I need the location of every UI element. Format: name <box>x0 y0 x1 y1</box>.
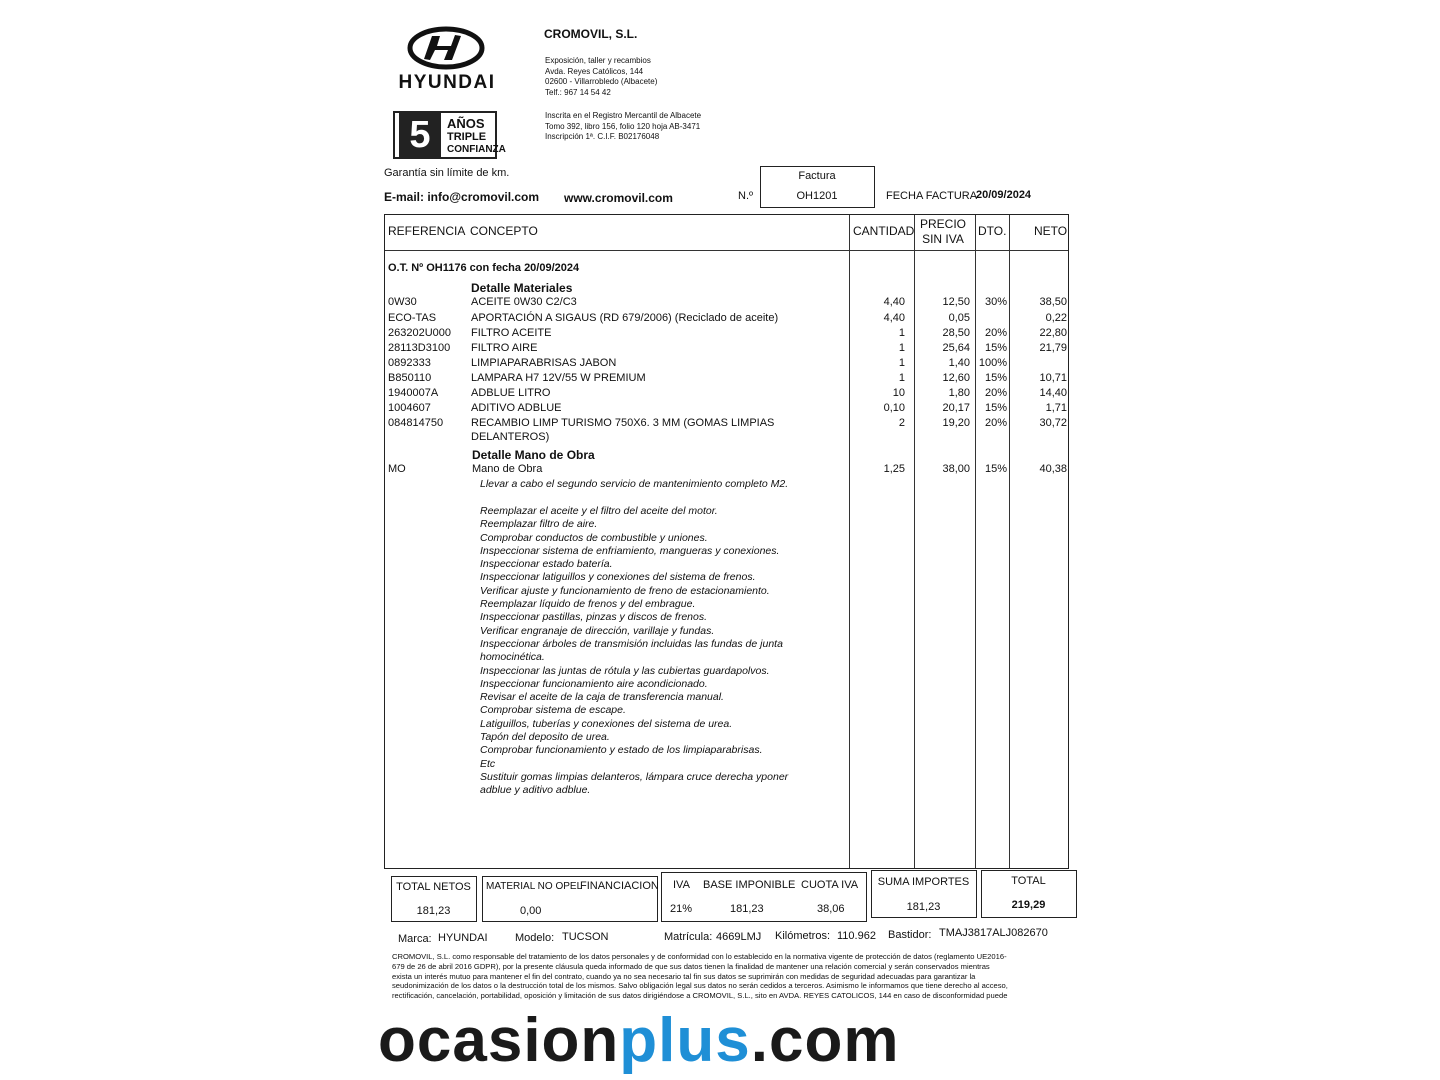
address-line: 02600 - Villarrobledo (Albacete) <box>545 77 658 86</box>
header-precio-line1: PRECIO <box>919 217 966 231</box>
cell-price: 38,00 <box>942 463 970 475</box>
cell-ref: 263202U000 <box>388 327 452 339</box>
cell-ref: 1004607 <box>388 402 431 414</box>
description-line: Sustituir gomas limpias delanteros, lámpara cruce derecha yponer <box>480 770 789 783</box>
cell-dto: 15% <box>984 342 1007 354</box>
logo-part-ocasion: ocasion <box>378 1006 620 1075</box>
table-row <box>0 386 1440 401</box>
cell-price: 19,20 <box>942 417 970 429</box>
cell-price: 20,17 <box>942 402 970 414</box>
cell-dto: 20% <box>984 327 1007 339</box>
cell-dto: 20% <box>984 387 1007 399</box>
description-line: Comprobar funcionamiento y estado de los limpiaparabrisas. <box>480 744 763 757</box>
cell-concept: FILTRO ACEITE <box>471 327 552 339</box>
description-line: Inspeccionar sistema de enfriamiento, mangueras y conexiones. <box>480 544 780 557</box>
cell-concept: Mano de Obra <box>472 463 543 475</box>
badge-number: 5 <box>399 113 441 157</box>
cell-price: 12,60 <box>942 372 970 384</box>
bastidor-label: Bastidor: <box>888 929 932 941</box>
cell-concept: ACEITE 0W30 C2/C3 <box>471 296 577 308</box>
cell-ref: ECO-TAS <box>388 312 437 324</box>
badge-line3: CONFIANZA <box>447 144 506 155</box>
registry-line: Inscripción 1ª. C.I.F. B02176048 <box>545 132 660 141</box>
total-value: 219,29 <box>1011 899 1046 911</box>
cell-dto: 30% <box>984 296 1007 308</box>
cell-qty: 2 <box>898 417 905 429</box>
cell-price: 0,05 <box>948 312 970 324</box>
total-netos-label: TOTAL NETOS <box>396 881 471 893</box>
base-label: BASE IMPONIBLE <box>703 879 796 891</box>
bastidor-value: TMAJ3817ALJ082670 <box>939 927 1048 939</box>
legal-line: 679 de 26 de abril 2016 GDPR), por la presente cláusula queda informado de que sus datos tienen la finalidad de mantener una relación comercial y serán conservados mientras <box>392 961 990 971</box>
cell-neto: 21,79 <box>1039 342 1067 354</box>
cell-price: 1,80 <box>948 387 970 399</box>
hyundai-emblem-icon <box>388 26 504 72</box>
header-cantidad: CANTIDAD <box>853 224 915 238</box>
km-label: Kilómetros: <box>775 930 831 942</box>
company-web: www.cromovil.com <box>564 191 673 205</box>
legal-line: CROMOVIL, S.L. como responsable del tratamiento de los datos personales y de conformidad con lo establecido en la normativa vigente de protección de datos (reglamento UE2016- <box>392 952 1007 961</box>
matricula-label: Matrícula: <box>664 931 713 943</box>
cell-neto: 14,40 <box>1039 387 1067 399</box>
invoice-date-label: FECHA FACTURA <box>886 190 978 202</box>
vehicle-info <box>0 927 1440 946</box>
cell-concept: APORTACIÓN A SIGAUS (RD 679/2006) (Reciclado de aceite) <box>471 312 779 324</box>
address-line: Avda. Reyes Católicos, 144 <box>545 66 644 76</box>
legal-notice <box>392 952 1008 1001</box>
table-row <box>0 295 1440 310</box>
cell-price: 28,50 <box>942 327 970 339</box>
badge-line2: TRIPLE <box>447 131 487 143</box>
total-netos-value: 181,23 <box>416 905 451 917</box>
iva-box <box>661 872 867 922</box>
legal-line: exista un interés mutuo para mantener el fin del contrato, cuando ya no sea necesario tal fin sus datos se suprimirán con medidas de seguridad adecuadas para garantizar la <box>392 971 976 981</box>
total-box <box>981 870 1077 918</box>
description-line: Inspeccionar pastillas, pinzas y discos de frenos. <box>480 611 708 624</box>
invoice-number-box <box>760 166 875 208</box>
material-label: MATERIAL NO OPEL <box>486 881 583 892</box>
invoice-date: 20/09/2024 <box>976 189 1032 201</box>
description-line: Inspeccionar latiguillos y conexiones del sistema de frenos. <box>480 571 756 584</box>
labor-description <box>480 505 788 798</box>
table-row <box>0 401 1440 416</box>
legal-line: rectificación, cancelación, portabilidad, oposición y limitación de sus datos dirigiéndose a CROMOVIL, S.L., sito en AVDA. REYES CATOLICOS, 144 en caso de disconformidad puede <box>392 991 1008 1001</box>
company-address <box>545 56 657 98</box>
table-row <box>0 341 1440 356</box>
marca-value: HYUNDAI <box>438 932 488 944</box>
description-line: adblue y aditivo adblue. <box>480 784 591 797</box>
cell-concept: FILTRO AIRE <box>471 342 538 354</box>
materials-title: Detalle Materiales <box>471 281 573 295</box>
total-label: TOTAL <box>1011 875 1046 887</box>
cell-qty: 1 <box>898 342 905 354</box>
cell-qty: 4,40 <box>883 296 905 308</box>
brand-name: HYUNDAI <box>398 72 496 93</box>
labor-intro <box>480 478 788 491</box>
description-line: Inspeccionar árboles de transmisión incluidas las fundas de junta <box>480 637 783 650</box>
iva-value: 21% <box>670 903 693 915</box>
total-netos-box <box>391 876 477 922</box>
hyundai-logo <box>388 26 504 96</box>
description-line: homocinética. <box>480 651 545 664</box>
table-row <box>0 311 1440 326</box>
header-precio <box>915 217 971 247</box>
address-line: Exposición, taller y recambios <box>545 56 651 65</box>
cell-dto: 15% <box>984 402 1007 414</box>
cell-neto: 40,38 <box>1039 463 1067 475</box>
work-order-line: O.T. Nº OH1176 con fecha 20/09/2024 <box>388 262 580 274</box>
description-line: Etc <box>480 757 496 770</box>
cell-ref: MO <box>388 463 406 475</box>
cell-dto: 15% <box>984 463 1007 475</box>
cell-neto: 30,72 <box>1039 417 1067 429</box>
company-registry <box>545 111 701 143</box>
description-line: Reemplazar líquido de frenos y del embrague. <box>480 598 696 611</box>
cell-concept: ADBLUE LITRO <box>471 387 551 399</box>
base-value: 181,23 <box>730 903 764 915</box>
description-line: Inspeccionar las juntas de rótula y las cubiertas guardapolvos. <box>480 664 770 677</box>
cell-neto: 22,80 <box>1039 327 1067 339</box>
cell-neto: 1,71 <box>1045 402 1067 414</box>
header-dto: DTO. <box>978 224 1007 238</box>
warranty-badge <box>393 111 506 159</box>
cell-ref: 084814750 <box>388 417 444 429</box>
financiacion-label: FINANCIACION <box>580 880 659 892</box>
badge-line1: AÑOS <box>447 116 485 131</box>
table-row-continuation <box>0 430 1440 445</box>
cell-dto: 15% <box>984 372 1007 384</box>
suma-value: 181,23 <box>906 901 941 913</box>
description-line: Reemplazar filtro de aire. <box>480 518 598 531</box>
marca-label: Marca: <box>398 933 432 945</box>
suma-box <box>871 870 977 918</box>
cell-concept: LIMPIAPARABRISAS JABON <box>471 357 617 369</box>
description-line: Revisar el aceite de la caja de transferencia manual. <box>480 691 724 704</box>
table-row <box>0 356 1440 371</box>
description-line: Verificar engranaje de dirección, varillaje y fundas. <box>480 624 715 637</box>
cell-qty: 10 <box>892 387 905 399</box>
address-line: Telf.: 967 14 54 42 <box>545 87 611 97</box>
description-line: Tapón del deposito de urea. <box>480 731 610 744</box>
cuota-value: 38,06 <box>817 903 845 915</box>
labor-title: Detalle Mano de Obra <box>472 448 595 462</box>
header-neto: NETO <box>1034 224 1068 238</box>
cell-qty: 1 <box>898 372 905 384</box>
description-line: Comprobar conductos de combustible y uniones. <box>480 531 708 544</box>
table-row <box>0 371 1440 386</box>
cell-qty: 1 <box>898 327 905 339</box>
cell-qty: 1 <box>898 357 905 369</box>
registry-line: Tomo 392, libro 156, folio 120 hoja AB-3471 <box>545 121 701 131</box>
cell-neto: 0,22 <box>1045 312 1067 324</box>
cell-dto: 20% <box>984 417 1007 429</box>
cell-ref: 0W30 <box>388 296 417 308</box>
cell-ref: B850110 <box>388 372 432 384</box>
cell-price: 25,64 <box>942 342 970 354</box>
description-line: Latiguillos, tuberías y conexiones del sistema de urea. <box>480 717 733 730</box>
description-line: Inspeccionar funcionamiento aire acondicionado. <box>480 677 708 690</box>
material-box <box>482 876 658 922</box>
header-concepto: CONCEPTO <box>470 224 538 238</box>
invoice-box-label: Factura <box>798 170 836 182</box>
description-line: Inspeccionar estado batería. <box>480 558 613 571</box>
invoice-number-label: N.º <box>738 190 754 202</box>
cell-ref: 0892333 <box>388 357 431 369</box>
cell-ref: 1940007A <box>388 387 439 399</box>
cell-price: 1,40 <box>948 357 970 369</box>
guarantee-text: Garantía sin límite de km. <box>384 167 510 179</box>
description-line: Verificar ajuste y funcionamiento de freno de estacionamiento. <box>480 584 770 597</box>
legal-line: seudonimización de los datos o la destrucción total de los mismos. Salvo obligación legal sus datos no serán cedidos a terceros. Asimismo le informamos que tiene derecho al acceso, <box>392 981 1008 991</box>
description-line: Reemplazar el aceite y el filtro del aceite del motor. <box>480 505 718 517</box>
table-row <box>0 462 1440 477</box>
cell-ref: 28113D3100 <box>388 342 451 354</box>
invoice-number: OH1201 <box>796 190 838 202</box>
logo-part-com: .com <box>750 1006 900 1075</box>
table-row <box>0 416 1440 431</box>
company-email: E-mail: info@cromovil.com <box>384 190 540 204</box>
matricula-value: 4669LMJ <box>716 931 762 943</box>
company-name: CROMOVIL, S.L. <box>544 27 638 41</box>
cell-price: 12,50 <box>942 296 970 308</box>
modelo-label: Modelo: <box>515 932 555 944</box>
cell-dto: 100% <box>978 357 1007 369</box>
material-value: 0,00 <box>520 905 542 917</box>
cell-concept: LAMPARA H7 12V/55 W PREMIUM <box>471 372 646 384</box>
cuota-label: CUOTA IVA <box>801 879 859 891</box>
cell-neto: 38,50 <box>1039 296 1067 308</box>
logo-part-plus: plus <box>619 1006 751 1075</box>
ocasionplus-logo <box>378 1008 1068 1074</box>
cell-neto: 10,71 <box>1039 372 1067 384</box>
table-row <box>0 326 1440 341</box>
labor-intro-text: Llevar a cabo el segundo servicio de mantenimiento completo M2. <box>480 478 789 490</box>
cell-qty: 4,40 <box>883 312 905 324</box>
cell-qty: 0,10 <box>883 402 905 414</box>
cell-concept: RECAMBIO LIMP TURISMO 750X6. 3 MM (GOMAS LIMPIAS <box>471 417 775 429</box>
cell-concept: ADITIVO ADBLUE <box>471 402 562 414</box>
description-line: Comprobar sistema de escape. <box>480 704 626 717</box>
cell-concept: DELANTEROS) <box>471 431 550 443</box>
km-value: 110.962 <box>837 930 876 942</box>
table-header-divider <box>385 250 1068 251</box>
registry-line: Inscrita en el Registro Mercantil de Albacete <box>545 111 702 120</box>
header-precio-line2: SIN IVA <box>922 232 964 246</box>
iva-label: IVA <box>673 879 690 891</box>
suma-label: SUMA IMPORTES <box>877 876 970 888</box>
header-referencia: REFERENCIA <box>388 224 466 238</box>
modelo-value: TUCSON <box>562 931 609 943</box>
cell-qty: 1,25 <box>883 463 905 475</box>
